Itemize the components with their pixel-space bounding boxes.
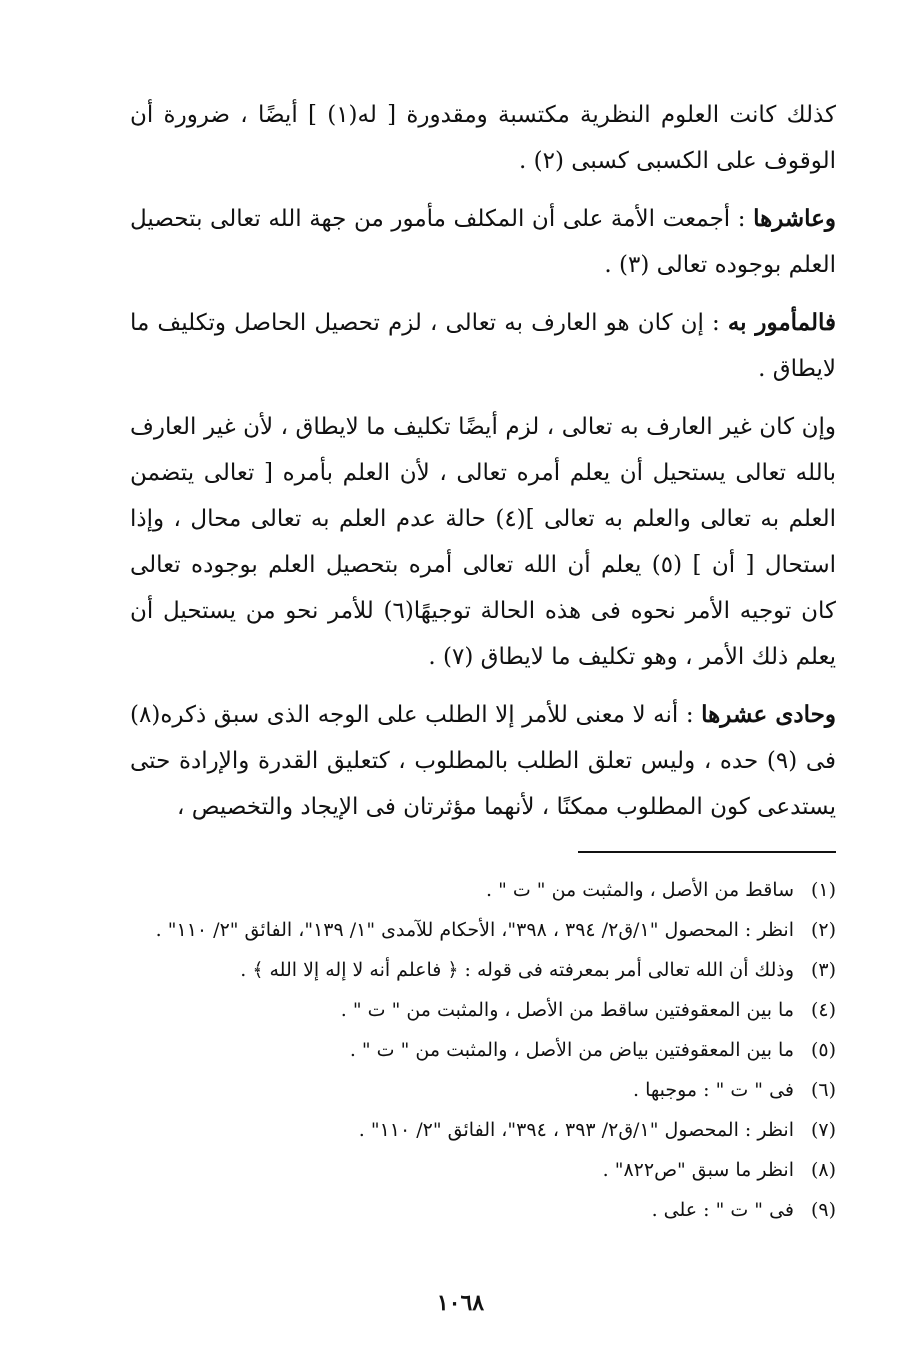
footnote-2 (130, 910, 836, 950)
paragraph-text: : أنه لا معنى للأمر إلا الطلب على الوجه الذى سبق ذكره(٨) فى (٩) حده ، وليس تعلق الطلب بالمطلوب ، كتعليق القدرة والإرادة حتى يستدعى كون المطلوب ممكنًا ، لأنهما مؤثرتان فى الإيجاد والتخصيص ، (130, 702, 837, 820)
paragraph-text: وإن كان غير العارف به تعالى ، لزم أيضًا تكليف ما لايطاق ، لأن غير العارف بالله تعالى يستحيل أن يعلم أمره تعالى ، لأن العلم بأمره [ تعالى يتضمن العلم به تعالى والعلم به تعالى ](٤) حالة عدم العلم به تعالى محال ، وإذا استحال [ أن ] (٥) يعلم أن الله تعالى أمره بتحصيل العلم بوجوده تعالى كان توجيه الأمر نحوه فى هذه الحالة توجيهًا(٦) للأمر نحو من يستحيل أن يعلم ذلك الأمر ، وهو تكليف ما لايطاق (٧) . (130, 414, 836, 670)
paragraph-text: كذلك كانت العلوم النظرية مكتسبة ومقدورة [ له(١) ] أيضًا ، ضرورة أن الوقوف على الكسبى كسبى (٢) . (130, 102, 837, 174)
footnote-number: (٤) (810, 999, 836, 1021)
footnote-1 (130, 870, 836, 910)
footnotes (130, 870, 836, 1230)
footnote-number: (٥) (810, 1039, 836, 1061)
footnote-number: (١) (810, 879, 836, 901)
footnote-5 (130, 1030, 836, 1070)
footnote-text: انظر : المحصول "١/ق٢/ ٣٩٣ ، ٣٩٤"، الفائق "٢/ ١١٠" . (358, 1119, 794, 1141)
footnote-6 (130, 1070, 836, 1110)
paragraph-1 (130, 92, 836, 184)
paragraph-lead: فالمأمور به (727, 309, 836, 336)
footnote-text: وذلك أن الله تعالى أمر بمعرفته فى قوله : ﴿ فاعلم أنه لا إله إلا الله ﴾ . (240, 959, 794, 981)
footnote-separator (578, 851, 836, 853)
footnote-text: ساقط من الأصل ، والمثبت من " ت " . (486, 879, 794, 901)
footnote-text: انظر : المحصول "١/ق٢/ ٣٩٤ ، ٣٩٨"، الأحكام للآمدى "١/ ١٣٩"، الفائق "٢/ ١١٠" . (155, 919, 794, 941)
footnote-3 (130, 950, 836, 990)
footnote-9 (130, 1190, 836, 1230)
paragraph-lead: وحادى عشرها (701, 701, 837, 728)
footnote-number: (٢) (810, 919, 836, 941)
main-text (130, 92, 836, 842)
paragraph-3 (130, 300, 836, 392)
footnote-8 (130, 1150, 836, 1190)
footnote-number: (٣) (810, 959, 836, 981)
paragraph-2 (130, 196, 836, 288)
footnote-7 (130, 1110, 836, 1150)
page-number: ١٠٦٨ (436, 1290, 485, 1316)
footnote-4 (130, 990, 836, 1030)
paragraph-text: : أجمعت الأمة على أن المكلف مأمور من جهة الله تعالى بتحصيل العلم بوجوده تعالى (٣) . (130, 206, 836, 278)
footnote-number: (٩) (810, 1199, 836, 1221)
paragraph-lead: وعاشرها (753, 205, 836, 232)
footnote-number: (٧) (810, 1119, 836, 1141)
footnote-text: ما بين المعقوفتين بياض من الأصل ، والمثبت من " ت " . (349, 1039, 794, 1061)
paragraph-text: : إن كان هو العارف به تعالى ، لزم تحصيل الحاصل وتكليف ما لايطاق . (130, 310, 836, 382)
paragraph-5 (130, 692, 836, 830)
footnote-text: فى " ت " : على . (651, 1199, 794, 1221)
footnote-number: (٨) (810, 1159, 836, 1181)
footnote-text: ما بين المعقوفتين ساقط من الأصل ، والمثبت من " ت " . (340, 999, 794, 1021)
footnote-text: انظر ما سبق "ص٨٢٢" . (602, 1159, 794, 1181)
paragraph-4 (130, 404, 836, 680)
footnote-number: (٦) (810, 1079, 836, 1101)
footnote-text: فى " ت " : موجبها . (633, 1079, 794, 1101)
